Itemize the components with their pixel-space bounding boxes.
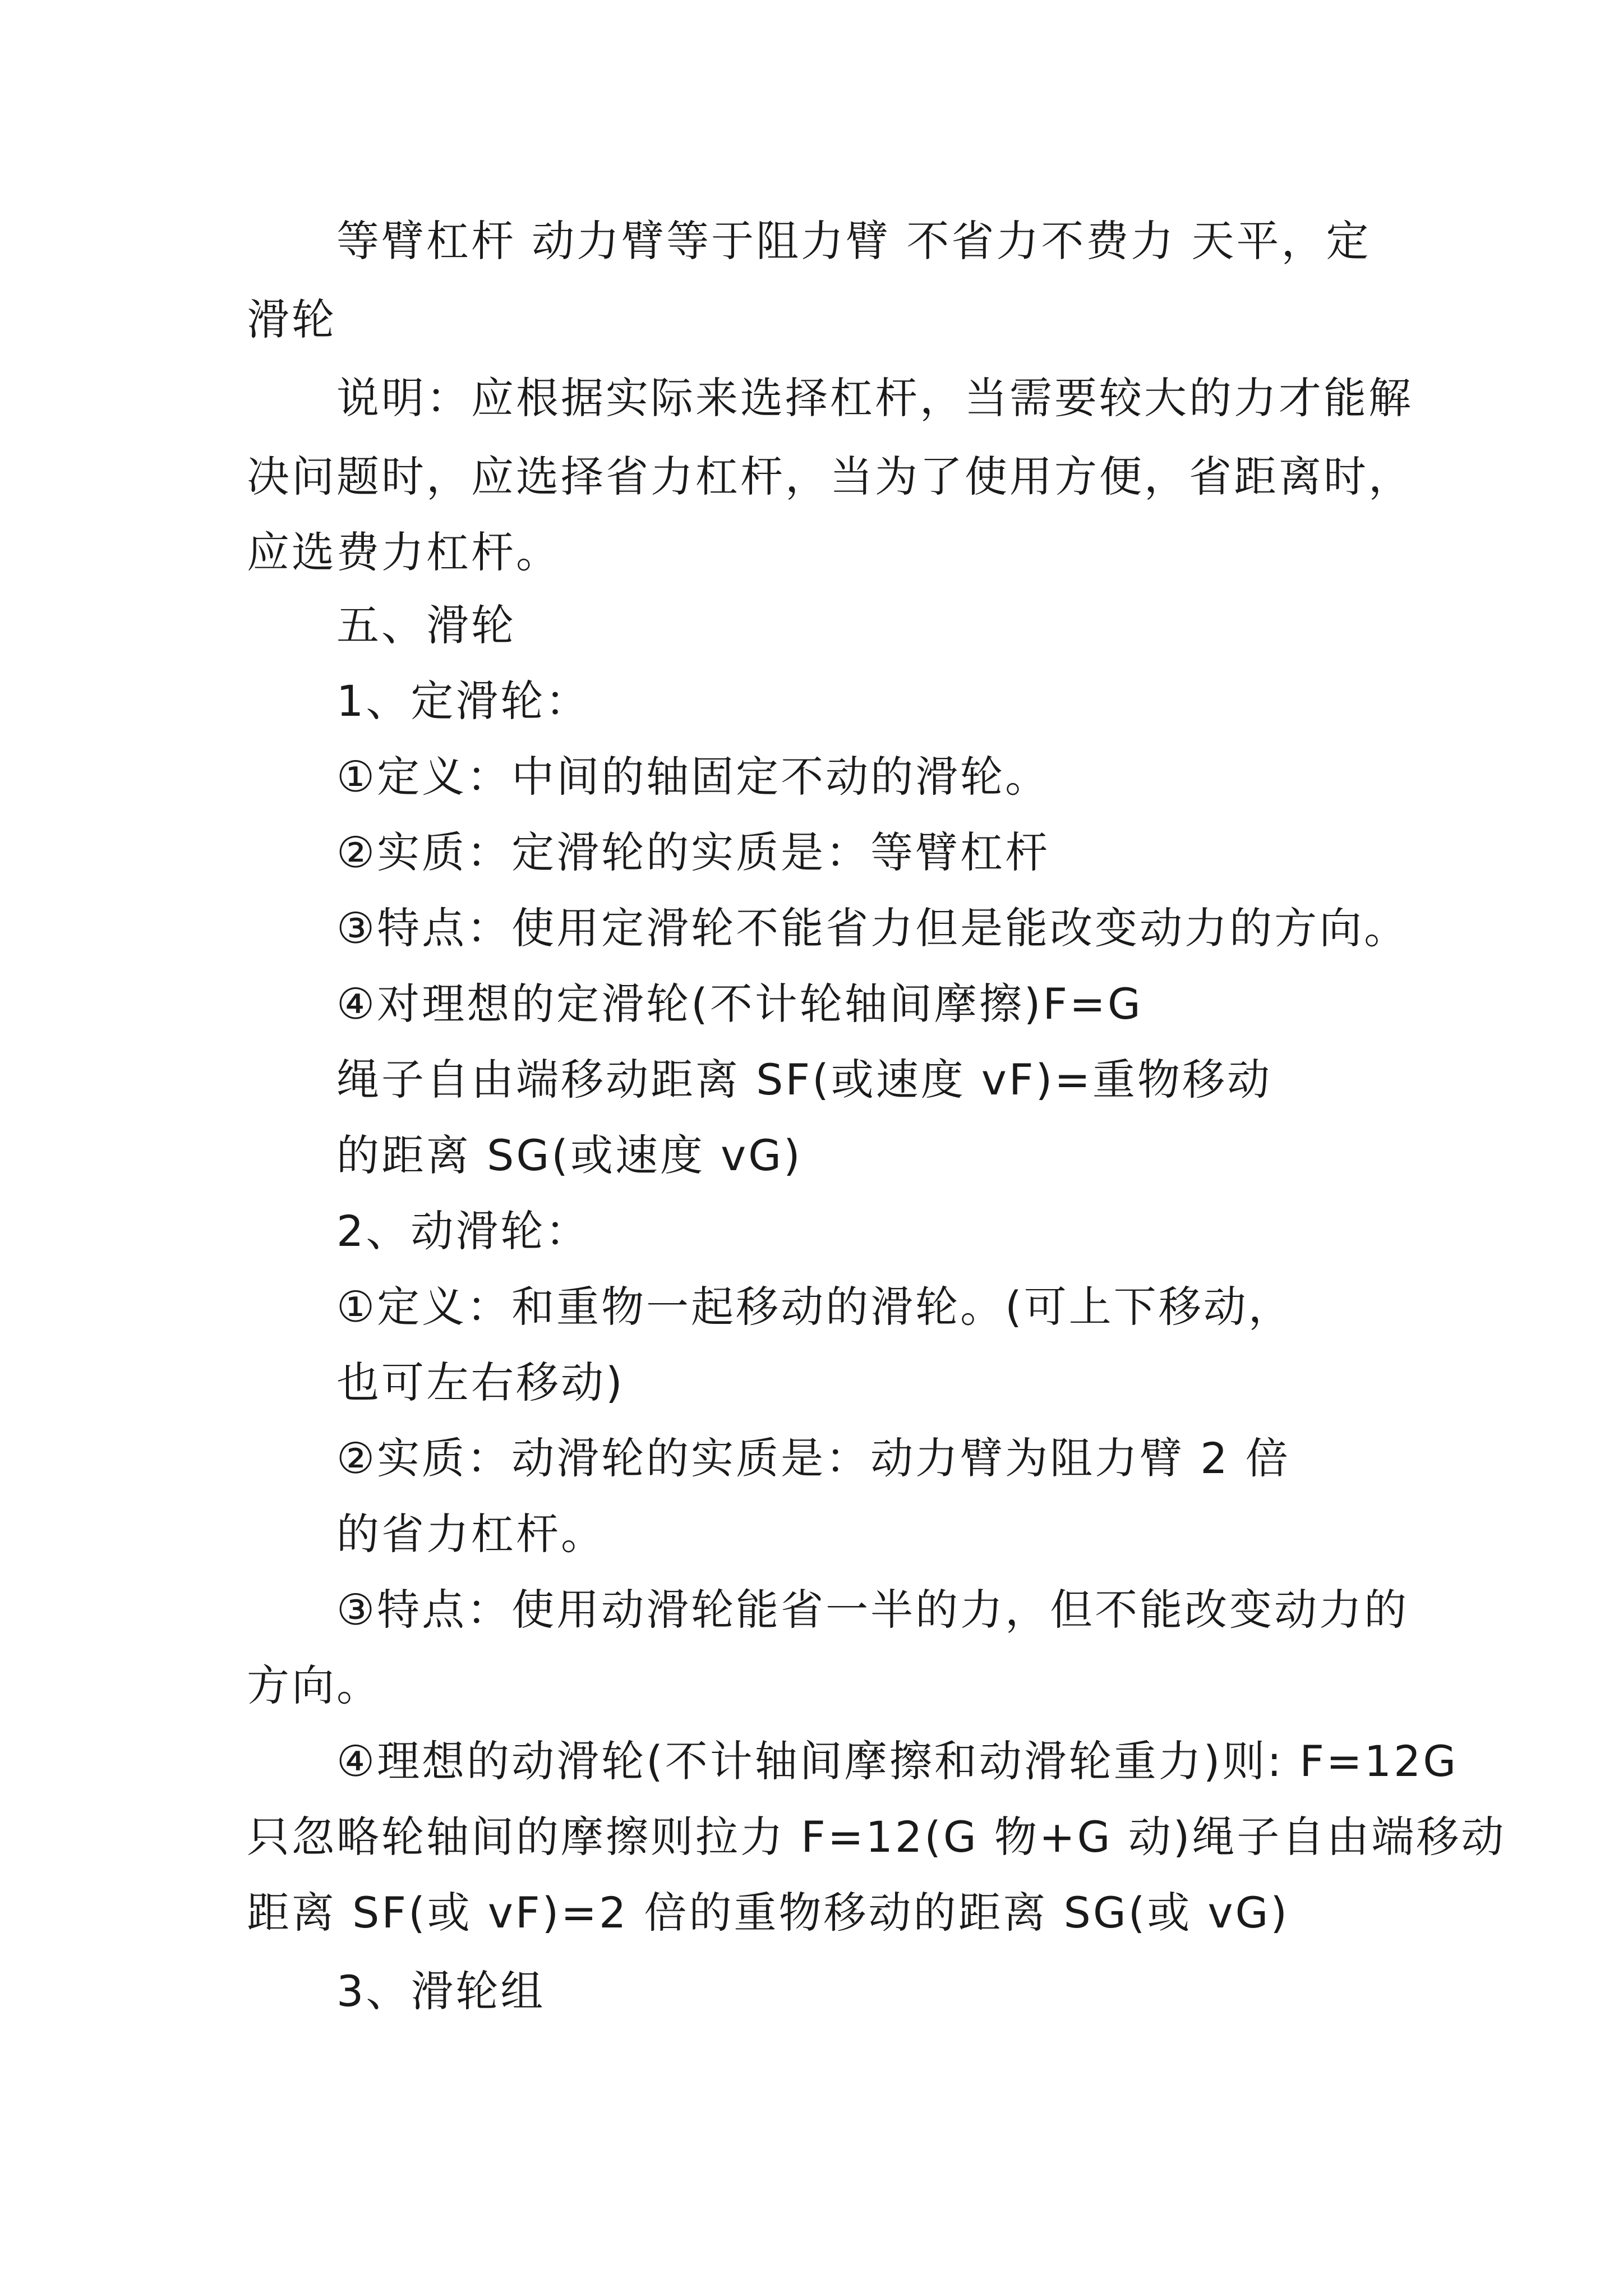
- text-line: ②实质：定滑轮的实质是：等臂杠杆: [336, 827, 1050, 877]
- text-line: ③特点：使用定滑轮不能省力但是能改变动力的方向。: [336, 903, 1409, 953]
- text-line: 的省力杠杆。: [336, 1509, 606, 1559]
- text-line: 距离 SF(或 vF)=2 倍的重物移动的距离 SG(或 vG): [247, 1888, 1290, 1938]
- subsection-heading: 3、滑轮组: [336, 1966, 546, 2016]
- text-line: 决问题时，应选择省力杠杆，当为了使用方便，省距离时，: [247, 452, 1413, 501]
- text-line: ①定义：和重物一起移动的滑轮。(可上下移动，: [336, 1282, 1293, 1332]
- text-line: 应选费力杠杆。: [247, 527, 561, 577]
- text-line: 也可左右移动): [336, 1358, 625, 1407]
- text-line: 的距离 SG(或速度 vG): [336, 1130, 803, 1180]
- text-line: 只忽略轮轴间的摩擦则拉力 F=12(G 物+G 动)绳子自由端移动: [247, 1812, 1506, 1862]
- subsection-heading: 2、动滑轮：: [336, 1206, 591, 1256]
- text-line: 说明：应根据实际来选择杠杆，当需要较大的力才能解: [336, 373, 1413, 423]
- text-line: 滑轮: [247, 295, 336, 344]
- text-line: 绳子自由端移动距离 SF(或速度 vF)=重物移动: [336, 1055, 1272, 1105]
- section-heading: 五、滑轮: [336, 600, 516, 650]
- subsection-heading: 1、定滑轮：: [336, 676, 591, 726]
- text-line: ④对理想的定滑轮(不计轮轴间摩擦)F=G: [336, 979, 1143, 1029]
- text-line: 方向。: [247, 1660, 381, 1710]
- text-line: ②实质：动滑轮的实质是：动力臂为阻力臂 2 倍: [336, 1433, 1290, 1483]
- text-line: 等臂杠杆 动力臂等于阻力臂 不省力不费力 天平，定: [336, 216, 1371, 266]
- text-line: ①定义：中间的轴固定不动的滑轮。: [336, 752, 1050, 802]
- text-line: ③特点：使用动滑轮能省一半的力，但不能改变动力的: [336, 1585, 1409, 1635]
- text-line: ④理想的动滑轮(不计轴间摩擦和动滑轮重力)则: F=12G: [336, 1736, 1459, 1786]
